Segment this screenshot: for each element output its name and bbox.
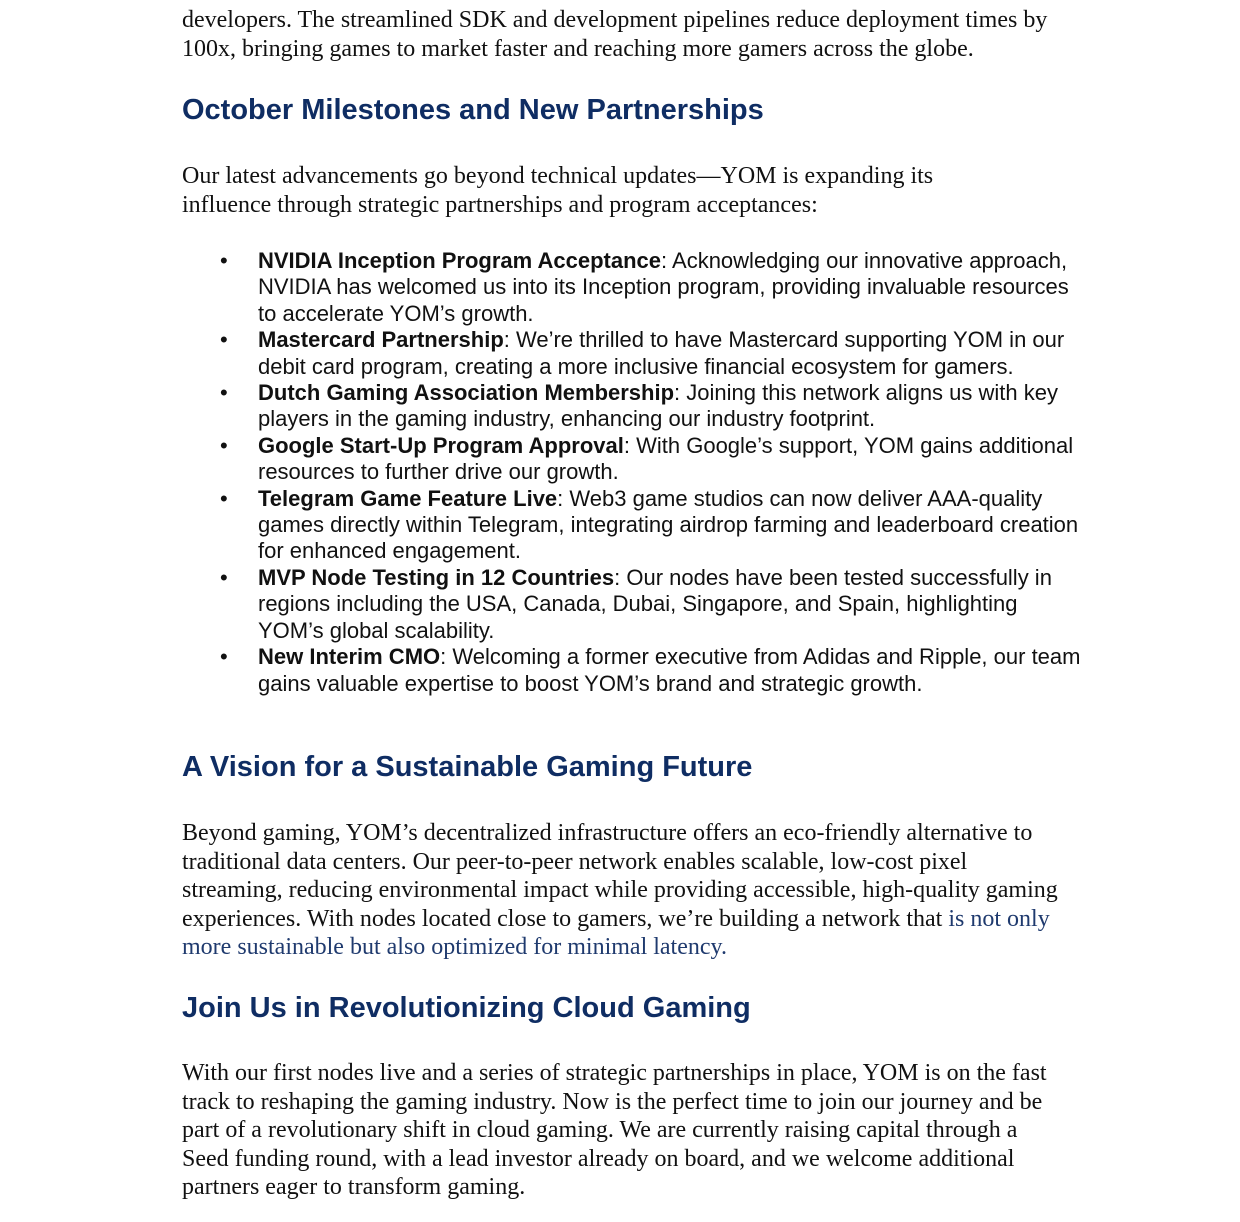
list-item (182, 248, 1082, 327)
milestone-text: : Joining this network aligns us with key players in the gaming industry, enhancing our industry footprint. (258, 380, 1058, 432)
milestone-title: Google Start-Up Program Approval (258, 432, 624, 458)
list-item (182, 486, 1082, 565)
section-heading-milestones: October Milestones and New Partnerships (182, 94, 764, 126)
milestone-title: MVP Node Testing in 12 Countries (258, 564, 615, 590)
milestone-text: : We’re thrilled to have Mastercard supporting YOM in our debit card program, creating a more inclusive financial ecosystem for gamers. (258, 327, 1065, 379)
intro-paragraph: developers. The streamlined SDK and development pipelines reduce deployment times by 100x, bringing games to market faster and reaching more gamers across the globe. (182, 7, 1048, 62)
milestone-text: : Welcoming a former executive from Adidas and Ripple, our team gains valuable expertise to boost YOM’s brand and strategic growth. (258, 644, 1081, 696)
milestones-intro-paragraph: Our latest advancements go beyond technical updates—YOM is expanding its influence through strategic partnerships and program acceptances: (182, 163, 934, 218)
milestone-text: : With Google’s support, YOM gains additional resources to further drive our growth. (258, 432, 1074, 485)
bullet-icon: • (220, 248, 228, 273)
bullet-icon: • (220, 432, 228, 458)
list-item (182, 644, 1082, 697)
bullet-icon: • (220, 564, 228, 590)
milestone-text: : Our nodes have been tested successfully in regions including the USA, Canada, Dubai, Singapore, and Spain, highlighting YOM’s global scalability. (258, 564, 1052, 643)
vision-paragraph (182, 819, 1072, 962)
section-heading-join: Join Us in Revolutionizing Cloud Gaming (182, 992, 751, 1024)
section-heading-vision: A Vision for a Sustainable Gaming Future (182, 751, 753, 783)
milestone-title: New Interim CMO (258, 644, 441, 670)
milestone-title: NVIDIA Inception Program Acceptance (258, 248, 662, 273)
milestone-title: Telegram Game Feature Live (258, 485, 558, 511)
milestones-list (182, 248, 1082, 697)
bullet-icon: • (220, 644, 228, 670)
milestone-text: : Web3 game studios can now deliver AAA-quality games directly within Telegram, integrating airdrop farming and leaderboard creation for enhanced engagement. (258, 485, 1079, 564)
list-item (182, 327, 1082, 380)
list-item (182, 380, 1082, 433)
milestone-text: : Acknowledging our innovative approach, NVIDIA has welcomed us into its Inception program, providing invaluable resources to accelerate YOM’s growth. (258, 248, 1069, 326)
vision-text-highlight: is not only more sustainable but also optimized for minimal latency. (182, 905, 1050, 961)
list-item (182, 433, 1082, 486)
milestone-title: Mastercard Partnership (258, 327, 504, 353)
vision-text: Beyond gaming, YOM’s decentralized infrastructure offers an eco-friendly alternative to traditional data centers. Our peer-to-peer network enables scalable, low-cost pixel streaming, reducing environmental impact while providing accessible, high-quality gaming experiences. With nodes located close to gamers, we’re building a network that (182, 820, 1058, 932)
milestone-title: Dutch Gaming Association Membership (258, 380, 675, 406)
bullet-icon: • (220, 327, 228, 353)
bullet-icon: • (220, 485, 228, 511)
bullet-icon: • (220, 380, 228, 406)
list-item (182, 565, 1082, 644)
join-paragraph: With our first nodes live and a series of strategic partnerships in place, YOM is on the fast track to reshaping the gaming industry. Now is the perfect time to join our journey and be part of a revolutionary shift in cloud gaming. We are currently raising capital through a Seed funding round, with a lead investor already on board, and we welcome additional partners eager to transform gaming. (182, 1060, 1047, 1201)
